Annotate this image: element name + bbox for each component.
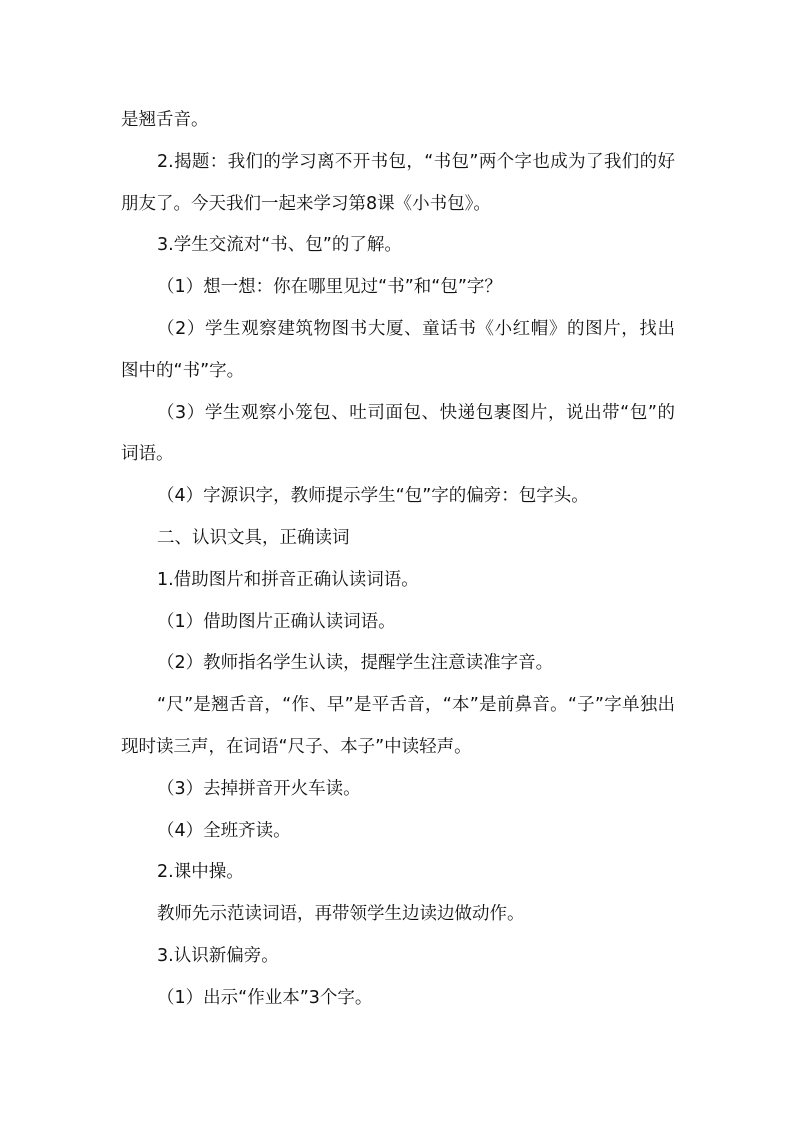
paragraph-observe-book: （2）学生观察建筑物图书大厦、童话书《小红帽》的图片，找出图中的“书”字。 — [121, 318, 675, 381]
paragraph-think: （1）想一想：你在哪里见过“书”和“包”字？ — [157, 277, 502, 298]
paragraph-teacher-calls: （2）教师指名学生认读，提醒学生注意读准字音。 — [157, 653, 554, 674]
paragraph-class-exercise: 2.课中操。 — [157, 862, 244, 883]
section-heading-stationery: 二、认识文具，正确读词 — [157, 527, 350, 548]
paragraph-show-characters: （1）出示“作业本”3个字。 — [157, 987, 373, 1008]
paragraph-new-radical: 3.认识新偏旁。 — [157, 945, 279, 966]
paragraph-class-reading: （4）全班齐读。 — [157, 820, 291, 841]
paragraph-observe-bao: （3）学生观察小笼包、吐司面包、快递包裹图片，说出带“包”的词语。 — [121, 402, 675, 465]
document-body — [121, 100, 675, 1020]
paragraph-reveal-title: 2.揭题：我们的学习离不开书包，“书包”两个字也成为了我们的好朋友了。今天我们一起来学习第8课《小书包》。 — [121, 151, 675, 214]
paragraph-pronunciation-notes: “尺”是翘舌音，“作、早”是平舌音，“本”是前鼻音。“子”字单独出现时读三声，在词语“尺子、本子”中读轻声。 — [121, 695, 675, 757]
paragraph-read-with-pinyin: 1.借助图片和拼音正确认读词语。 — [157, 569, 419, 590]
paragraph-read-with-pictures: （1）借助图片正确认读词语。 — [157, 611, 396, 632]
paragraph-student-exchange: 3.学生交流对“书、包”的了解。 — [157, 235, 402, 256]
paragraph-continuation: 是翘舌音。 — [121, 110, 209, 130]
paragraph-train-reading: （3）去掉拼音开火车读。 — [157, 778, 361, 799]
paragraph-character-source: （4）字源识字，教师提示学生“包”字的偏旁：包字头。 — [157, 486, 589, 507]
paragraph-teacher-demo: 教师先示范读词语，再带领学生边读边做动作。 — [157, 904, 525, 925]
